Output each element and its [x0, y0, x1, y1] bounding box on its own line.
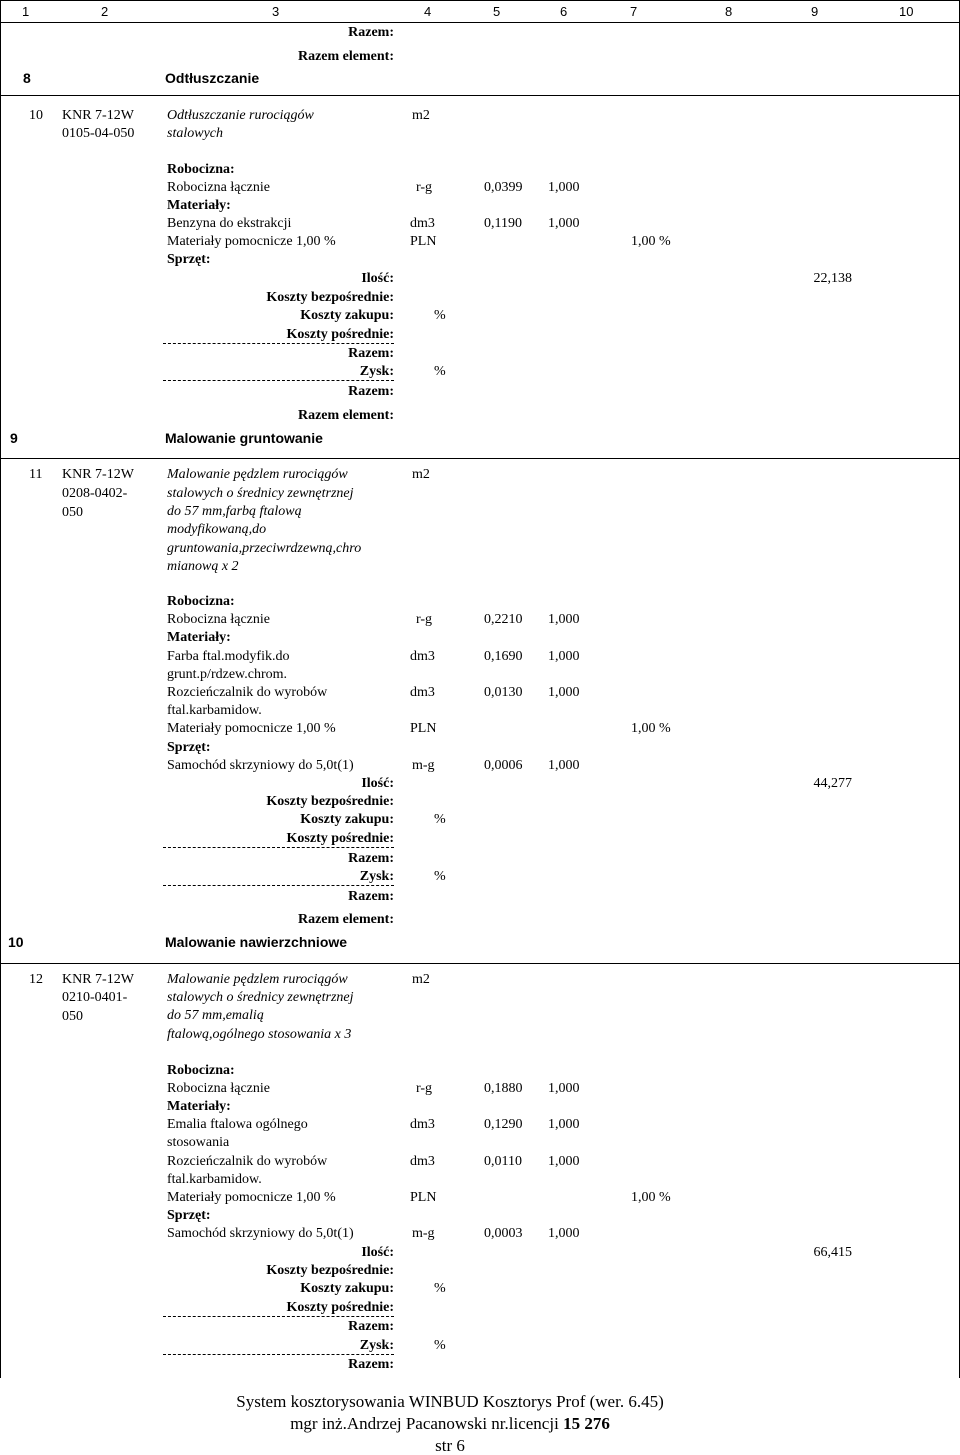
unit-m2: m2	[412, 972, 430, 987]
header-bottom-border	[0, 22, 960, 23]
ilosc-value: 22,138	[813, 271, 852, 286]
zysk-label: Zysk:	[359, 869, 394, 884]
position-description-line: Malowanie pędzlem rurociągów	[167, 972, 348, 987]
dashed-separator	[163, 380, 394, 381]
footer-software: System kosztorysowania WINBUD Kosztorys Prof (wer. 6.45)	[236, 1392, 664, 1411]
row-divider	[0, 95, 960, 96]
razem-element-label: Razem element:	[297, 912, 394, 927]
col-header-2: 2	[101, 4, 109, 19]
equipment-name: Samochód skrzyniowy do 5,0t(1)	[167, 1226, 354, 1241]
unit-rg: r-g	[416, 180, 433, 195]
material-name-cont: grunt.p/rdzew.chrom.	[167, 667, 287, 682]
unit-pln: PLN	[410, 1190, 437, 1205]
koszty-posrednie-label: Koszty pośrednie:	[286, 831, 394, 846]
material-name-cont: ftal.karbamidow.	[167, 1172, 262, 1187]
footer-license-number: 15 276	[563, 1414, 610, 1433]
knr-code-detail: 0208-0402-	[62, 486, 128, 501]
unit-dm3: dm3	[410, 649, 435, 664]
razem-label: Razem:	[348, 1357, 394, 1372]
percent-sign: %	[434, 869, 446, 884]
col-header-5: 5	[493, 4, 501, 19]
dashed-separator	[163, 847, 394, 848]
section-number: 9	[10, 430, 18, 446]
section-title: Malowanie gruntowanie	[165, 430, 323, 446]
sprzet-heading: Sprzęt:	[167, 1208, 211, 1223]
factor-value: 1,000	[548, 758, 580, 773]
position-description-line: ftalową,ogólnego stosowania x 3	[167, 1027, 352, 1042]
left-border	[0, 0, 1, 1378]
row-divider	[0, 458, 960, 459]
col-header-4: 4	[424, 4, 432, 19]
norm-value: 0,1880	[484, 1081, 523, 1096]
koszty-bezposrednie-label: Koszty bezpośrednie:	[266, 1263, 394, 1278]
factor-value: 1,000	[548, 1154, 580, 1169]
unit-dm3: dm3	[410, 1154, 435, 1169]
factor-value: 1,000	[548, 685, 580, 700]
knr-code: KNR 7-12W	[62, 108, 134, 123]
col-header-7: 7	[630, 4, 638, 19]
materialy-pomocnicze-percent: 1,00 %	[631, 721, 671, 736]
materialy-heading: Materiały:	[167, 198, 231, 213]
dashed-separator	[163, 1316, 394, 1317]
unit-mg: m-g	[412, 758, 435, 773]
position-lp: 10	[29, 108, 43, 123]
section-title: Odtłuszczanie	[165, 70, 260, 86]
zysk-label: Zysk:	[359, 364, 394, 379]
robocizna-lacznie: Robocizna łącznie	[167, 1081, 271, 1096]
factor-value: 1,000	[548, 1081, 580, 1096]
materialy-heading: Materiały:	[167, 1099, 231, 1114]
position-description-line: do 57 mm,emalią	[167, 1008, 264, 1023]
materialy-pomocnicze: Materiały pomocnicze 1,00 %	[167, 721, 336, 736]
prev-razem-element: Razem element:	[297, 49, 394, 64]
dashed-separator	[163, 885, 394, 886]
robocizna-heading: Robocizna:	[167, 594, 235, 609]
table-top-border	[0, 0, 960, 1]
razem-label: Razem:	[348, 1319, 394, 1334]
factor-value: 1,000	[548, 1226, 580, 1241]
unit-pln: PLN	[410, 721, 437, 736]
percent-sign: %	[434, 812, 446, 827]
razem-label: Razem:	[348, 346, 394, 361]
norm-value: 0,0006	[484, 758, 523, 773]
unit-pln: PLN	[410, 234, 437, 249]
percent-sign: %	[434, 1338, 446, 1353]
col-header-6: 6	[560, 4, 568, 19]
footer-page-number: str 6	[435, 1436, 465, 1455]
dashed-separator	[163, 343, 394, 344]
ilosc-value: 44,277	[813, 776, 852, 791]
section-number: 10	[8, 934, 24, 950]
col-header-8: 8	[725, 4, 733, 19]
norm-value: 0,0399	[484, 180, 523, 195]
factor-value: 1,000	[548, 1117, 580, 1132]
position-description-line: stalowych	[167, 126, 223, 141]
koszty-posrednie-label: Koszty pośrednie:	[286, 1300, 394, 1315]
knr-code-detail: 0105-04-050	[62, 126, 135, 141]
position-description-line: stalowych o średnicy zewnętrznej	[167, 486, 354, 501]
col-header-3: 3	[272, 4, 280, 19]
materialy-pomocnicze: Materiały pomocnicze 1,00 %	[167, 234, 336, 249]
koszty-zakupu-label: Koszty zakupu:	[300, 812, 394, 827]
sprzet-heading: Sprzęt:	[167, 740, 211, 755]
unit-dm3: dm3	[410, 216, 435, 231]
material-name: Farba ftal.modyfik.do	[167, 649, 290, 664]
position-description-line: Odtłuszczanie rurociągów	[167, 108, 314, 123]
position-description-line: Malowanie pędzlem rurociągów	[167, 467, 348, 482]
koszty-zakupu-label: Koszty zakupu:	[300, 308, 394, 323]
position-description-line: modyfikowaną,do	[167, 522, 267, 537]
knr-code: KNR 7-12W	[62, 467, 134, 482]
col-header-9: 9	[811, 4, 819, 19]
razem-label: Razem:	[348, 384, 394, 399]
prev-razem: Razem:	[348, 25, 394, 40]
unit-rg: r-g	[416, 612, 433, 627]
norm-value: 0,1690	[484, 649, 523, 664]
norm-value: 0,0130	[484, 685, 523, 700]
ilosc-label: Ilość:	[361, 776, 394, 791]
norm-value: 0,0110	[484, 1154, 522, 1169]
unit-dm3: dm3	[410, 685, 435, 700]
footer-author: mgr inż.Andrzej Pacanowski nr.licencji	[290, 1414, 564, 1433]
position-description-line: do 57 mm,farbą ftalową	[167, 504, 302, 519]
razem-label: Razem:	[348, 889, 394, 904]
material-name: Rozcieńczalnik do wyrobów	[167, 685, 328, 700]
robocizna-heading: Robocizna:	[167, 1063, 235, 1078]
section-number: 8	[23, 70, 31, 86]
row-divider	[0, 963, 960, 964]
koszty-zakupu-label: Koszty zakupu:	[300, 1281, 394, 1296]
position-lp: 12	[29, 972, 43, 987]
ilosc-value: 66,415	[813, 1245, 852, 1260]
factor-value: 1,000	[548, 612, 580, 627]
material-name: Benzyna do ekstrakcji	[167, 216, 292, 231]
equipment-name: Samochód skrzyniowy do 5,0t(1)	[167, 758, 354, 773]
robocizna-heading: Robocizna:	[167, 162, 235, 177]
position-description-line: gruntowania,przeciwrdzewną,chro	[167, 541, 362, 556]
material-name: Rozcieńczalnik do wyrobów	[167, 1154, 328, 1169]
koszty-posrednie-label: Koszty pośrednie:	[286, 327, 394, 342]
razem-element-label: Razem element:	[297, 408, 394, 423]
percent-sign: %	[434, 364, 446, 379]
norm-value: 0,2210	[484, 612, 523, 627]
knr-code-detail: 0210-0401-	[62, 990, 128, 1005]
robocizna-lacznie: Robocizna łącznie	[167, 612, 271, 627]
norm-value: 0,1290	[484, 1117, 523, 1132]
position-description-line: mianową x 2	[167, 559, 239, 574]
dashed-separator	[163, 1354, 394, 1355]
norm-value: 0,0003	[484, 1226, 523, 1241]
materialy-pomocnicze: Materiały pomocnicze 1,00 %	[167, 1190, 336, 1205]
sprzet-heading: Sprzęt:	[167, 252, 211, 267]
col-header-1: 1	[22, 4, 30, 19]
percent-sign: %	[434, 1281, 446, 1296]
unit-mg: m-g	[412, 1226, 435, 1241]
knr-code-detail: 050	[62, 1009, 83, 1024]
unit-rg: r-g	[416, 1081, 433, 1096]
material-name: Emalia ftalowa ogólnego	[167, 1117, 308, 1132]
unit-m2: m2	[412, 108, 430, 123]
col-header-10: 10	[899, 4, 914, 19]
ilosc-label: Ilość:	[361, 1245, 394, 1260]
footer-license	[0, 1414, 900, 1433]
factor-value: 1,000	[548, 216, 580, 231]
materialy-pomocnicze-percent: 1,00 %	[631, 234, 671, 249]
position-description-line: stalowych o średnicy zewnętrznej	[167, 990, 354, 1005]
unit-dm3: dm3	[410, 1117, 435, 1132]
robocizna-lacznie: Robocizna łącznie	[167, 180, 271, 195]
knr-code: KNR 7-12W	[62, 972, 134, 987]
material-name-cont: stosowania	[167, 1135, 230, 1150]
norm-value: 0,1190	[484, 216, 522, 231]
factor-value: 1,000	[548, 180, 580, 195]
position-lp: 11	[29, 467, 43, 482]
factor-value: 1,000	[548, 649, 580, 664]
ilosc-label: Ilość:	[361, 271, 394, 286]
unit-m2: m2	[412, 467, 430, 482]
zysk-label: Zysk:	[359, 1338, 394, 1353]
materialy-pomocnicze-percent: 1,00 %	[631, 1190, 671, 1205]
koszty-bezposrednie-label: Koszty bezpośrednie:	[266, 290, 394, 305]
knr-code-detail: 050	[62, 505, 83, 520]
material-name-cont: ftal.karbamidow.	[167, 703, 262, 718]
percent-sign: %	[434, 308, 446, 323]
materialy-heading: Materiały:	[167, 630, 231, 645]
section-title: Malowanie nawierzchniowe	[165, 934, 348, 950]
razem-label: Razem:	[348, 851, 394, 866]
koszty-bezposrednie-label: Koszty bezpośrednie:	[266, 794, 394, 809]
